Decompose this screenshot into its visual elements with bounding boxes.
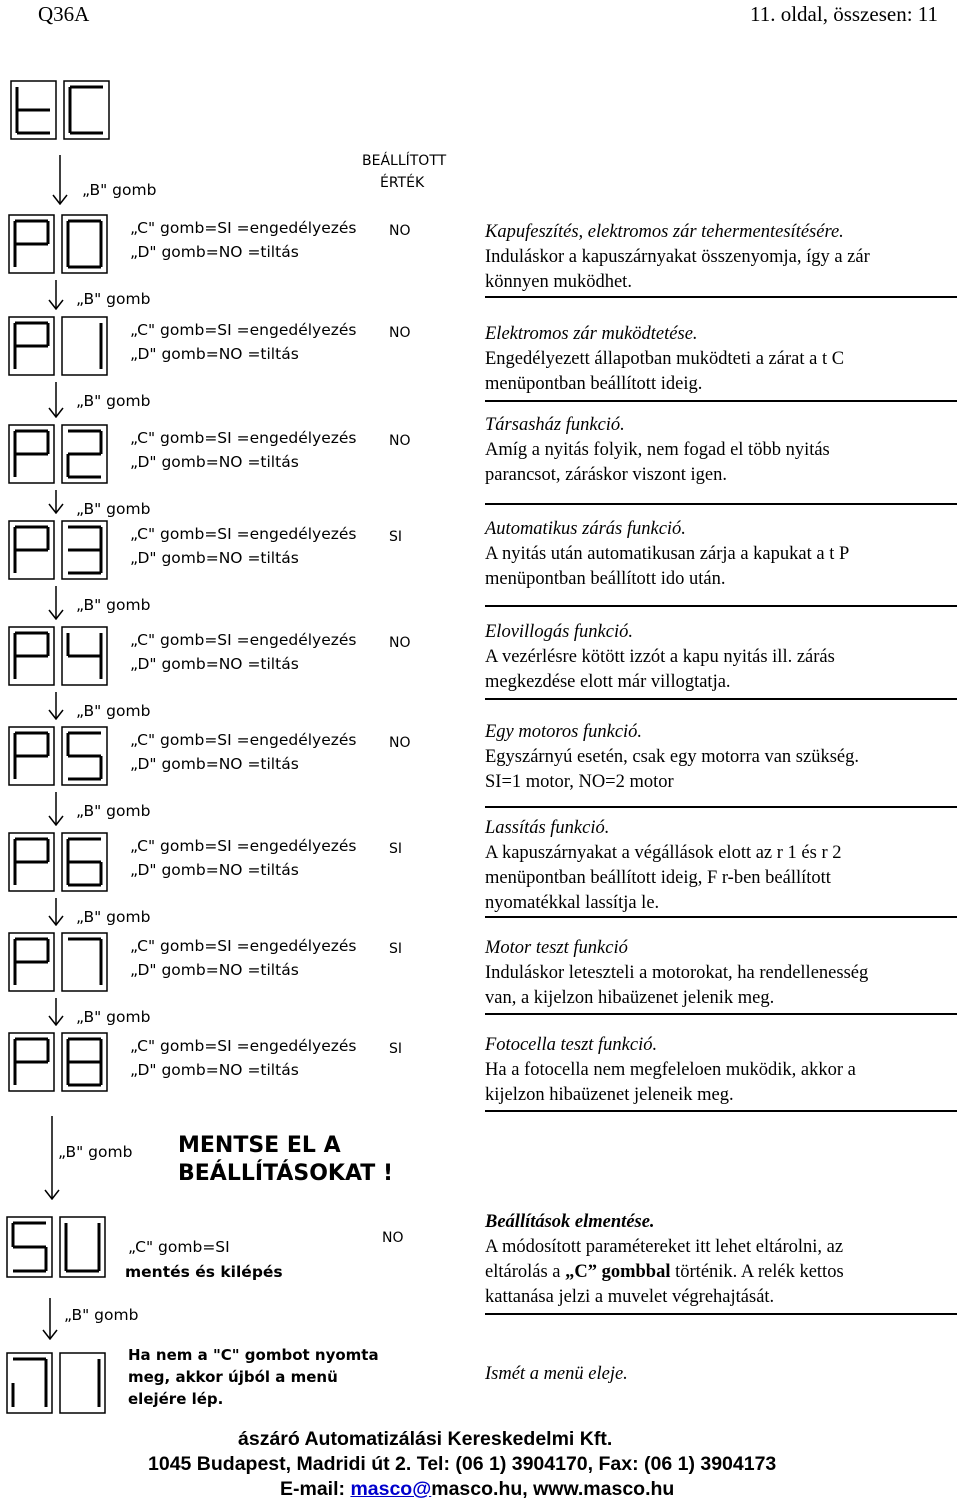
display-p8 — [8, 1032, 112, 1092]
button-legend — [130, 522, 357, 570]
down-arrow-icon — [46, 586, 66, 620]
b-button-label: „B" gomb — [76, 802, 151, 820]
description-title: Lassítás funkció. — [485, 818, 610, 838]
b-button-label: „B" gomb — [76, 290, 151, 308]
button-legend — [130, 728, 357, 776]
page-counter: 11. oldal, összesen: 11 — [750, 2, 938, 26]
description-title: Elektromos zár muködtetése. — [485, 324, 698, 344]
param-description-p3 — [485, 517, 957, 592]
save-desc-line3: kattanása jelzi a muvelet végrehajtását. — [485, 1287, 775, 1307]
doc-id: Q36A — [38, 2, 90, 26]
set-value-p6: SI — [389, 841, 403, 857]
save-description — [485, 1210, 957, 1310]
param-description-p7 — [485, 936, 957, 1011]
save-desc-title: Beállítások elmentése. — [485, 1212, 655, 1232]
display-p3 — [8, 520, 112, 580]
display-p7 — [8, 932, 112, 992]
su-value: NO — [382, 1230, 404, 1246]
email-link[interactable]: masco@ — [350, 1478, 432, 1500]
param-description-p0 — [485, 220, 957, 295]
set-value-p3: SI — [389, 529, 403, 545]
description-line: Ha a fotocella nem megfeleloen muködik, akkor a — [485, 1060, 856, 1080]
enable-line: „C" gomb=SI =engedélyezés — [130, 429, 357, 447]
b-button-label: „B" gomb — [82, 181, 157, 199]
down-arrow-icon — [46, 692, 66, 720]
description-line: Engedélyezett állapotban muködteti a zárat a t C — [485, 349, 845, 369]
n1-note: Ha nem a "C" gombot nyomta meg, akkor újból a menü elejére lép. — [128, 1346, 379, 1408]
description-line: A nyitás után automatikusan zárja a kapukat a t P — [485, 544, 850, 564]
button-legend — [130, 934, 357, 982]
separator — [485, 503, 957, 505]
set-value-p4: NO — [389, 635, 411, 651]
set-value-p2: NO — [389, 433, 411, 449]
su-c-button-line: „C" gomb=SI — [128, 1238, 230, 1256]
description-line: megkezdése elott már villogtatja. — [485, 672, 731, 692]
enable-line: „C" gomb=SI =engedélyezés — [130, 525, 357, 543]
down-arrow-icon — [46, 792, 66, 826]
description-line: menüpontban beállított ideig, F r-ben beállított — [485, 868, 831, 888]
disable-line: „D" gomb=NO =tiltás — [130, 755, 299, 773]
set-value-p8: SI — [389, 1041, 403, 1057]
menu-start-note: Ismét a menü eleje. — [485, 1364, 628, 1384]
b-button-label: „B" gomb — [58, 1143, 133, 1161]
param-description-p6 — [485, 816, 957, 916]
param-description-p1 — [485, 322, 957, 397]
description-title: Egy motoros funkció. — [485, 722, 643, 742]
description-title: Automatikus zárás funkció. — [485, 519, 686, 539]
separator — [485, 1110, 957, 1112]
param-description-p4 — [485, 620, 957, 695]
enable-line: „C" gomb=SI =engedélyezés — [130, 1037, 357, 1055]
display-p1 — [8, 316, 112, 376]
enable-line: „C" gomb=SI =engedélyezés — [130, 731, 357, 749]
footer-address: 1045 Budapest, Madridi út 2. Tel: (06 1) 3904170, Fax: (06 1) 3904173 — [148, 1453, 777, 1475]
separator — [485, 400, 957, 402]
disable-line: „D" gomb=NO =tiltás — [130, 861, 299, 879]
save-desc-line2: eltárolás a „C” gombbal történik. A relék kettos — [485, 1262, 844, 1282]
b-button-label: „B" gomb — [64, 1306, 139, 1324]
description-line: nyomatékkal lassítja le. — [485, 893, 660, 913]
set-value-heading: BEÁLLÍTOTT ÉRTÉK — [362, 153, 447, 191]
down-arrow-icon — [46, 898, 66, 926]
disable-line: „D" gomb=NO =tiltás — [130, 453, 299, 471]
description-title: Elovillogás funkció. — [485, 622, 633, 642]
description-line: parancsot, záráskor viszont igen. — [485, 465, 727, 485]
b-button-label: „B" gomb — [76, 500, 151, 518]
separator — [485, 806, 957, 808]
button-legend — [130, 216, 357, 264]
b-button-label: „B" gomb — [76, 1008, 151, 1026]
button-legend — [130, 318, 357, 366]
enable-line: „C" gomb=SI =engedélyezés — [130, 321, 357, 339]
down-arrow-icon — [40, 1298, 60, 1340]
separator — [485, 605, 957, 607]
down-arrow-icon — [50, 155, 70, 205]
display-p0 — [8, 214, 112, 274]
enable-line: „C" gomb=SI =engedélyezés — [130, 219, 357, 237]
separator — [485, 1313, 957, 1315]
save-desc-line: A módosított paramétereket itt lehet eltárolni, az — [485, 1237, 844, 1257]
description-line: könnyen muködhet. — [485, 272, 632, 292]
display-n1 — [6, 1352, 110, 1414]
separator — [485, 916, 957, 918]
description-line: A vezérlésre kötött izzót a kapu nyitás ill. zárás — [485, 647, 835, 667]
enable-line: „C" gomb=SI =engedélyezés — [130, 837, 357, 855]
down-arrow-icon — [46, 382, 66, 418]
down-arrow-icon — [46, 280, 66, 310]
disable-line: „D" gomb=NO =tiltás — [130, 961, 299, 979]
disable-line: „D" gomb=NO =tiltás — [130, 345, 299, 363]
enable-line: „C" gomb=SI =engedélyezés — [130, 631, 357, 649]
disable-line: „D" gomb=NO =tiltás — [130, 549, 299, 567]
set-value-p1: NO — [389, 325, 411, 341]
down-arrow-icon — [46, 998, 66, 1026]
description-line: menüpontban beállított ideig. — [485, 374, 703, 394]
separator — [485, 1013, 957, 1015]
enable-line: „C" gomb=SI =engedélyezés — [130, 937, 357, 955]
button-legend — [130, 426, 357, 474]
description-line: A kapuszárnyakat a végállások elott az r 1 és r 2 — [485, 843, 842, 863]
description-line: kijelzon hibaüzenet jeleneik meg. — [485, 1085, 734, 1105]
display-p4 — [8, 626, 112, 686]
button-legend — [130, 1034, 357, 1082]
b-button-label: „B" gomb — [76, 596, 151, 614]
display-p5 — [8, 726, 112, 786]
description-title: Fotocella teszt funkció. — [485, 1035, 658, 1055]
b-button-label: „B" gomb — [76, 702, 151, 720]
description-title: Motor teszt funkció — [485, 938, 628, 958]
su-exit-label: mentés és kilépés — [125, 1263, 283, 1281]
separator — [485, 296, 957, 298]
param-description-p8 — [485, 1033, 957, 1108]
description-line: Induláskor leteszteli a motorokat, ha rendellenesség — [485, 963, 869, 983]
display-p2 — [8, 424, 112, 484]
disable-line: „D" gomb=NO =tiltás — [130, 655, 299, 673]
description-line: van, a kijelzon hibaüzenet jelenik meg. — [485, 988, 775, 1008]
button-legend — [130, 834, 357, 882]
description-line: SI=1 motor, NO=2 motor — [485, 772, 674, 792]
display-p6 — [8, 832, 112, 892]
separator — [485, 698, 957, 700]
description-line: Induláskor a kapuszárnyakat összenyomja, így a zár — [485, 247, 870, 267]
description-title: Társasház funkció. — [485, 415, 625, 435]
footer-contact: E-mail: masco@masco.hu, www.masco.hu — [280, 1478, 675, 1500]
button-legend — [130, 628, 357, 676]
disable-line: „D" gomb=NO =tiltás — [130, 1061, 299, 1079]
footer-company: ászáró Automatizálási Kereskedelmi Kft. — [238, 1428, 613, 1450]
display-tc — [10, 80, 110, 140]
save-heading: MENTSE EL A BEÁLLÍTÁSOKAT ! — [178, 1133, 393, 1186]
down-arrow-icon — [46, 490, 66, 514]
b-button-label: „B" gomb — [76, 908, 151, 926]
description-line: menüpontban beállított ido után. — [485, 569, 726, 589]
param-description-p5 — [485, 720, 957, 795]
disable-line: „D" gomb=NO =tiltás — [130, 243, 299, 261]
b-button-label: „B" gomb — [76, 392, 151, 410]
set-value-p0: NO — [389, 223, 411, 239]
set-value-p7: SI — [389, 941, 403, 957]
description-line: Amíg a nyitás folyik, nem fogad el több nyitás — [485, 440, 830, 460]
description-line: Kapufeszítés, elektromos zár tehermentesítésére. — [485, 222, 844, 242]
display-su — [6, 1216, 110, 1278]
param-description-p2 — [485, 413, 957, 488]
description-line: Egyszárnyú esetén, csak egy motorra van szükség. — [485, 747, 859, 767]
set-value-p5: NO — [389, 735, 411, 751]
